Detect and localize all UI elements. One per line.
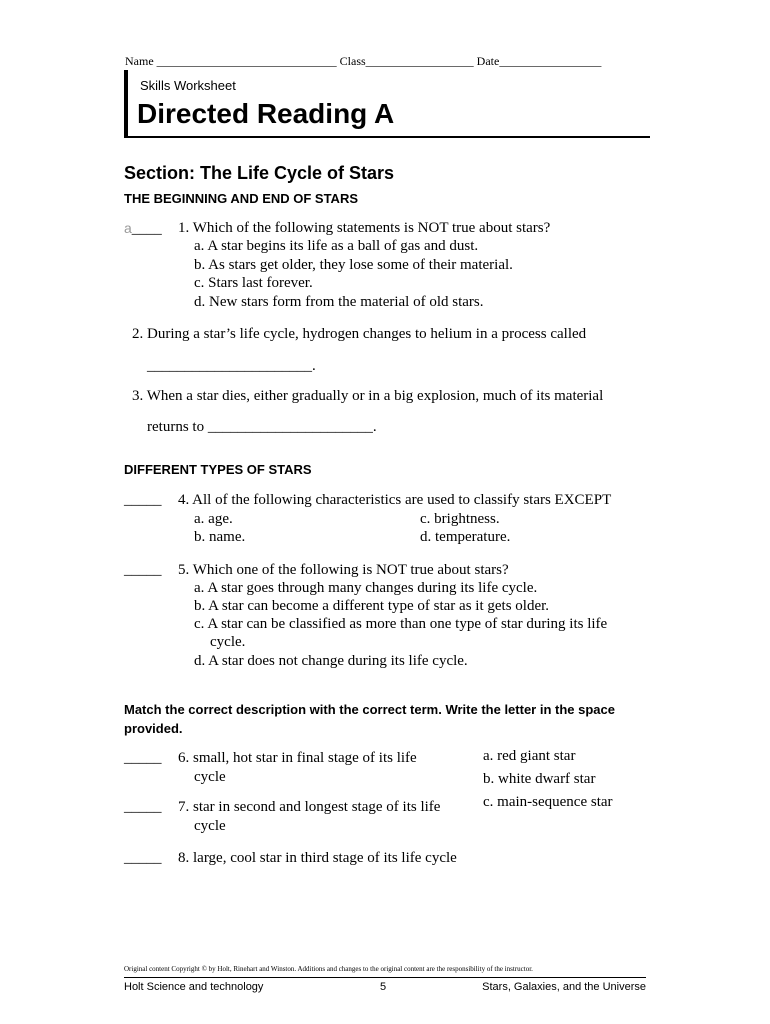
header-fields [125,54,601,69]
subheading-beginning-end: THE BEGINNING AND END OF STARS [124,191,359,206]
date-blank[interactable]: _________________ [499,54,602,68]
q1-option-a: a. A star begins its life as a ball of gas and dust. [194,238,479,254]
q1-option-d: d. New stars form from the material of old stars. [194,294,484,310]
class-blank[interactable]: __________________ [365,54,474,68]
footer-book-title: Holt Science and technology [124,981,264,993]
footer-rule [124,977,646,978]
worksheet-label: Skills Worksheet [140,78,236,93]
q3-text: 3. When a star dies, either gradually or in a big explosion, much of its material [132,388,604,404]
section-title: Section: The Life Cycle of Stars [124,163,395,183]
q5-text: 5. Which one of the following is NOT true about stars? [178,562,509,578]
class-label: Class [339,54,366,68]
subheading-different-types: DIFFERENT TYPES OF STARS [124,462,312,477]
q7-answer-blank[interactable]: _____ [124,799,162,815]
copyright-notice: Original content Copyright © by Holt, Rinehart and Winston. Additions and changes to the original content are the responsibility of the instructor. [124,965,533,973]
term-a: a. red giant star [483,748,576,764]
footer-page-number: 5 [380,981,387,993]
page-title: Directed Reading A [137,98,395,129]
q5-option-c-continued: cycle. [210,634,246,650]
q1-answer-blank[interactable] [124,220,162,238]
q1-blank-line: ____ [131,221,162,237]
q4-option-b: b. name. [194,529,246,545]
date-label: Date [476,54,500,68]
q2-text: 2. During a star’s life cycle, hydrogen changes to helium in a process called [132,326,587,342]
q6-answer-blank[interactable]: _____ [124,750,162,766]
q5-option-b: b. A star can become a different type of star as it gets older. [194,598,550,614]
term-b: b. white dwarf star [483,771,596,787]
q1-option-c: c. Stars last forever. [194,275,313,291]
q4-option-d: d. temperature. [420,529,511,545]
q4-option-c: c. brightness. [420,511,500,527]
q4-answer-blank[interactable]: _____ [124,492,162,508]
q5-option-d: d. A star does not change during its life cycle. [194,653,468,669]
q6-text: 6. small, hot star in final stage of its life [178,750,417,766]
q3-continuation[interactable]: returns to ______________________. [147,419,377,435]
q4-text: 4. All of the following characteristics are used to classify stars EXCEPT [178,492,612,508]
q1-text: 1. Which of the following statements is NOT true about stars? [178,220,551,236]
title-block [124,70,650,138]
q2-blank[interactable]: ______________________. [147,358,316,374]
name-label: Name [125,54,154,68]
q5-option-a: a. A star goes through many changes during its life cycle. [194,580,538,596]
q1-answer: a [124,220,132,236]
name-blank[interactable]: ______________________________ [156,54,337,68]
q5-answer-blank[interactable]: _____ [124,562,162,578]
matching-instructions: Match the correct description with the correct term. Write the letter in the space provided. [124,702,615,736]
q7-text: 7. star in second and longest stage of its life [178,799,441,815]
q4-option-a: a. age. [194,511,233,527]
q8-answer-blank[interactable]: _____ [124,850,162,866]
q7-text-continued: cycle [194,818,226,834]
term-c: c. main-sequence star [483,794,613,810]
q6-text-continued: cycle [194,769,226,785]
q8-text: 8. large, cool star in third stage of its life cycle [178,850,457,866]
footer-chapter-title: Stars, Galaxies, and the Universe [482,981,646,993]
q1-option-b: b. As stars get older, they lose some of their material. [194,257,513,273]
q5-option-c: c. A star can be classified as more than one type of star during its life [194,616,608,632]
